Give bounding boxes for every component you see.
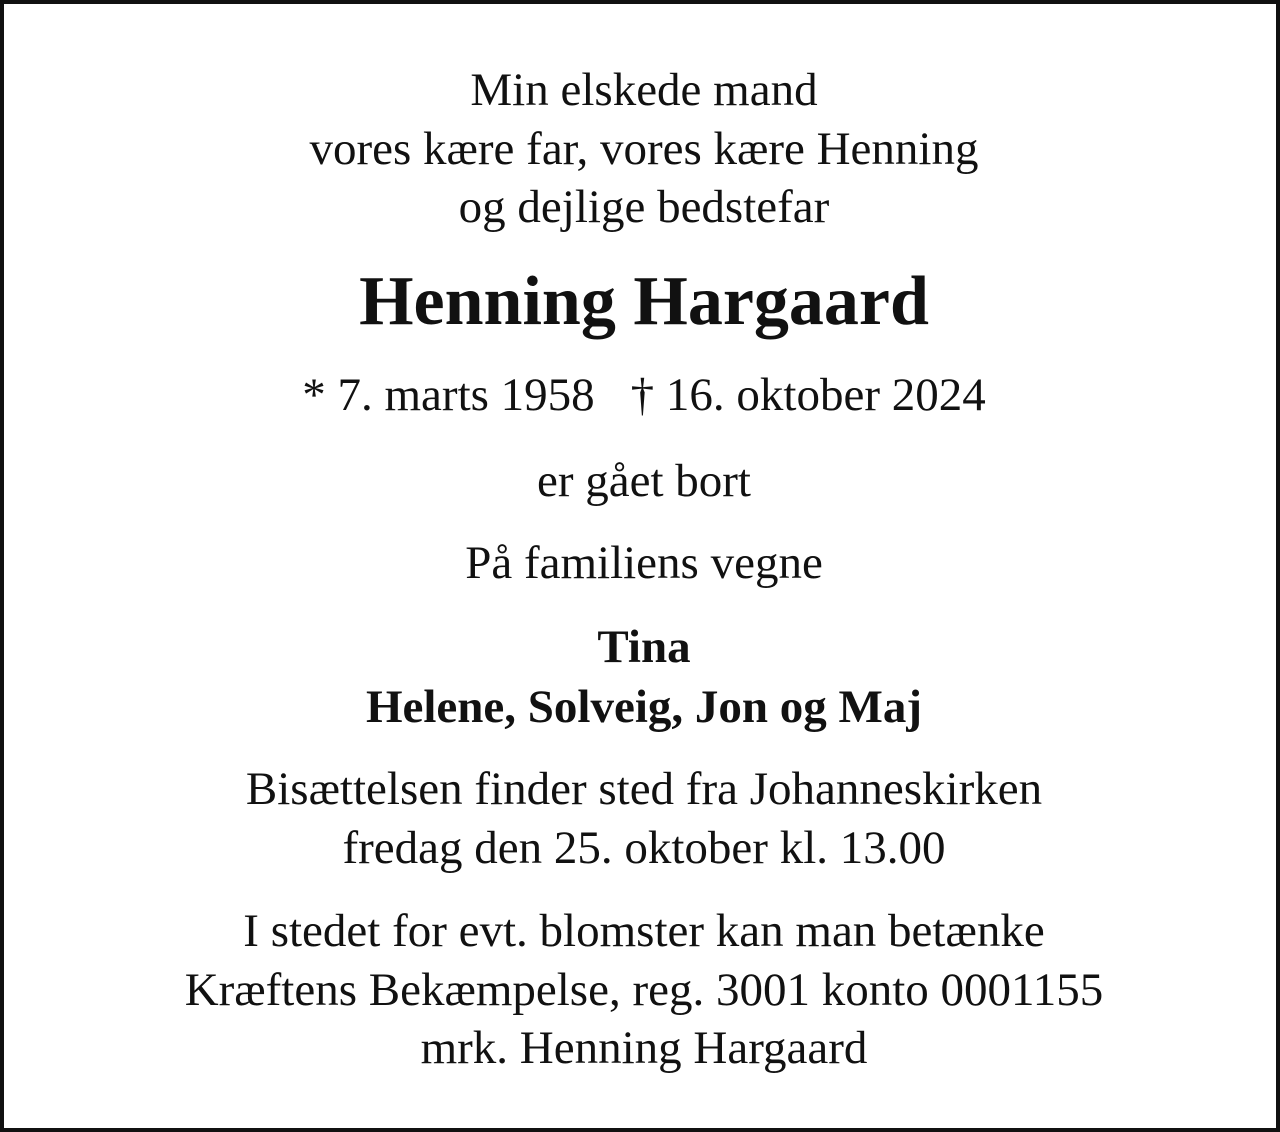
passed-away-text: er gået bort xyxy=(536,455,751,507)
donation-line-3: mrk. Henning Hargaard xyxy=(420,1022,868,1074)
deceased-name: Henning Hargaard xyxy=(359,263,929,340)
intro-line-2: vores kære far, vores kære Henning xyxy=(309,123,979,175)
funeral-line-1: Bisættelsen finder sted fra Johanneskirken xyxy=(245,763,1043,815)
donation-line-1: I stedet for evt. blomster kan man betænke xyxy=(243,905,1045,957)
birth-date: * 7. marts 1958 xyxy=(302,369,595,421)
donation-line-2: Kræftens Bekæmpelse, reg. 3001 konto 0001155 xyxy=(184,964,1104,1016)
family-line-1: Tina xyxy=(597,621,691,673)
funeral-line-2: fredag den 25. oktober kl. 13.00 xyxy=(342,822,946,874)
family-line-2: Helene, Solveig, Jon og Maj xyxy=(365,681,923,733)
intro-line-3: og dejlige bedstefar xyxy=(458,181,830,233)
on-behalf-text: På familiens vegne xyxy=(465,537,823,589)
death-date: † 16. oktober 2024 xyxy=(630,369,986,421)
intro-line-1: Min elskede mand xyxy=(470,64,818,116)
life-dates xyxy=(4,366,1280,424)
